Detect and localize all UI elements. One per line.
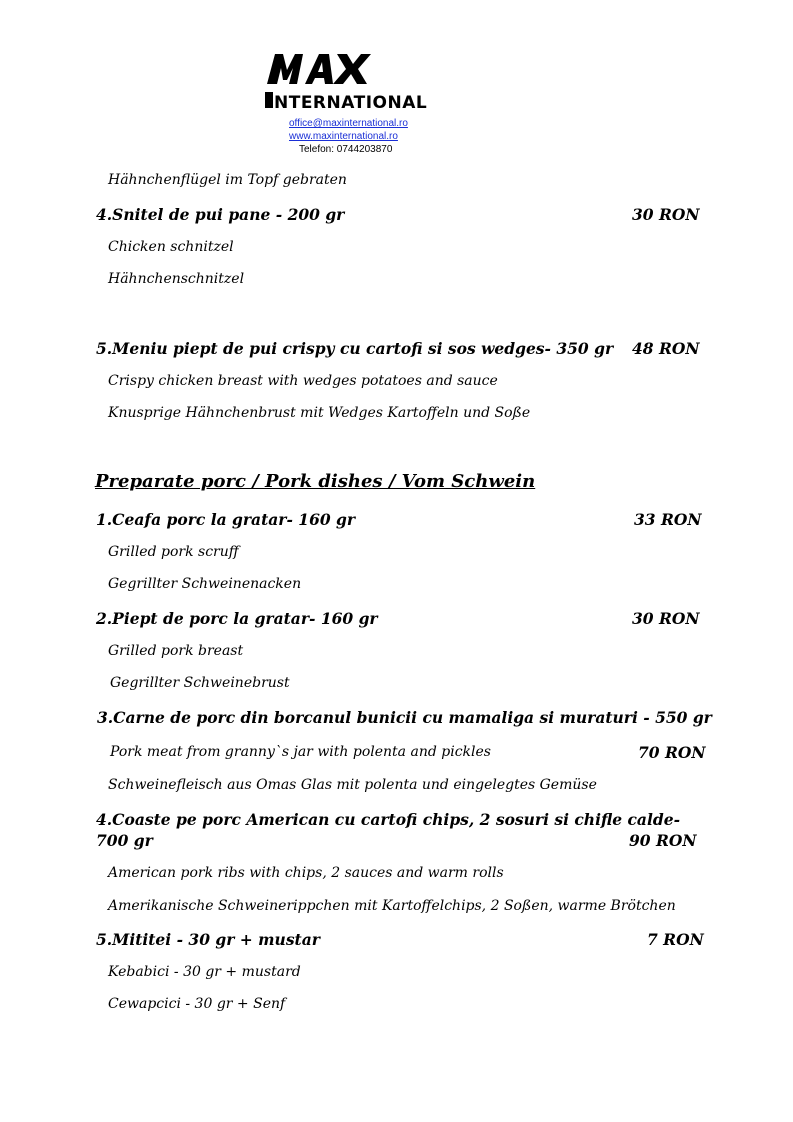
section-heading: Preparate porc / Pork dishes / Vom Schwein — [95, 471, 536, 492]
menu-item-price: 70 RON — [638, 743, 706, 762]
menu-item-desc-en: Pork meat from granny`s jar with polenta and pickles — [110, 744, 491, 760]
menu-item-title: 4.Snitel de pui pane - 200 gr — [96, 205, 345, 224]
email-link[interactable]: office@maxinternational.ro — [289, 118, 408, 129]
menu-item-desc-en: Grilled pork breast — [108, 643, 244, 659]
website-link[interactable]: www.maxinternational.ro — [289, 131, 398, 142]
menu-item-desc-de: Cewapcici - 30 gr + Senf — [108, 996, 286, 1012]
menu-item-price: 7 RON — [647, 930, 704, 949]
menu-item-desc-de: Gegrillter Schweinebrust — [110, 675, 290, 691]
menu-item-title: 5.Meniu piept de pui crispy cu cartofi si sos wedges- 350 gr — [96, 339, 614, 358]
contact-block — [289, 117, 408, 156]
phone-text: Telefon: 0744203870 — [299, 144, 393, 155]
menu-item-title: 5.Mititei - 30 gr + mustar — [96, 930, 320, 949]
menu-item-title: 3.Carne de porc din borcanul bunicii cu mamaliga si muraturi - 550 gr — [97, 708, 712, 727]
chicken-prev-desc-de: Hähnchenflügel im Topf gebraten — [108, 172, 347, 188]
menu-item-title: 1.Ceafa porc la gratar- 160 gr — [96, 510, 356, 529]
menu-item-price: 33 RON — [634, 510, 702, 529]
menu-item-desc-de: Schweinefleisch aus Omas Glas mit polenta und eingelegtes Gemüse — [108, 777, 597, 793]
menu-item-desc-en: Kebabici - 30 gr + mustard — [108, 964, 301, 980]
menu-item-desc-de: Hähnchenschnitzel — [108, 271, 245, 287]
company-logo — [265, 50, 440, 112]
menu-item-desc-en: American pork ribs with chips, 2 sauces and warm rolls — [108, 865, 504, 881]
menu-item-desc-de: Knusprige Hähnchenbrust mit Wedges Kartoffeln und Soße — [108, 405, 531, 421]
menu-item-title: 2.Piept de porc la gratar- 160 gr — [96, 609, 378, 628]
menu-item-desc-en: Crispy chicken breast with wedges potatoes and sauce — [108, 373, 498, 389]
menu-item-price: 30 RON — [632, 609, 700, 628]
menu-item-price: 48 RON — [632, 339, 700, 358]
menu-item-price: 90 RON — [629, 831, 697, 850]
svg-text:NTERNATIONAL: NTERNATIONAL — [274, 93, 428, 112]
menu-item-desc-en: Grilled pork scruff — [108, 544, 239, 560]
menu-item-title-line2: 700 gr — [96, 831, 153, 850]
menu-item-price: 30 RON — [632, 205, 700, 224]
menu-item-desc-de: Gegrillter Schweinenacken — [108, 576, 302, 592]
menu-item-desc-de: Amerikanische Schweinerippchen mit Kartoffelchips, 2 Soßen, warme Brötchen — [108, 898, 676, 914]
menu-item-desc-en: Chicken schnitzel — [108, 239, 234, 255]
menu-item-title-line1: 4.Coaste pe porc American cu cartofi chips, 2 sosuri si chifle calde- — [96, 810, 680, 829]
